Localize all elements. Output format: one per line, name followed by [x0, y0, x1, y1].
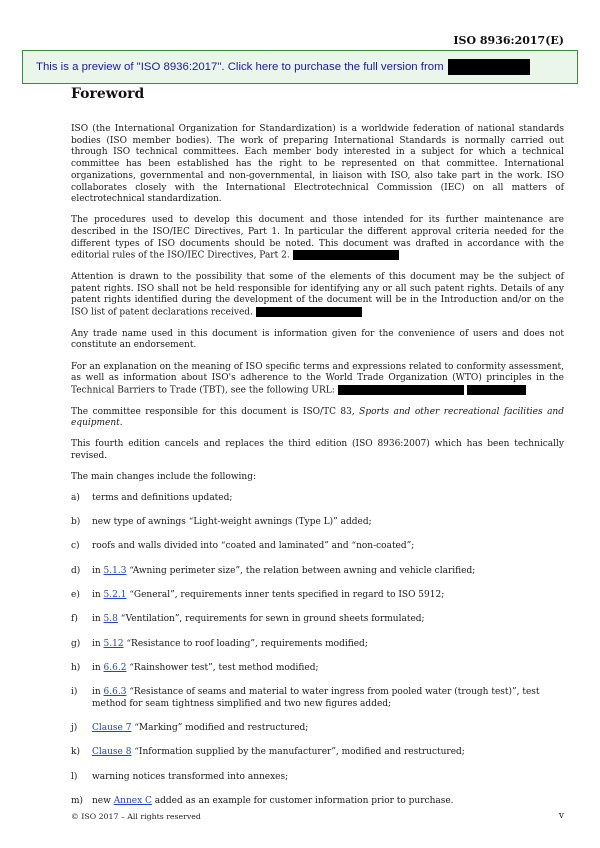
- purchase-preview-banner[interactable]: [22, 50, 578, 84]
- redacted-url-continued: [467, 385, 526, 395]
- list-item-text-continued: “Marking” modified and restructured;: [131, 723, 309, 734]
- paragraph-edition: This fourth edition cancels and replaces the third edition (ISO 8936:2007) which has been technically revised.: [71, 439, 564, 462]
- footer-page-number: v: [558, 811, 564, 821]
- foreword-body: [71, 124, 564, 820]
- cross-reference-link[interactable]: 5.12: [103, 638, 124, 649]
- list-item-marker: h): [71, 662, 81, 673]
- list-item: [71, 772, 564, 784]
- paragraph-trade-names: Any trade name used in this document is information given for the convenience of users and does not constitute an endorsement.: [71, 328, 564, 351]
- section-heading: Foreword: [71, 86, 145, 102]
- cross-reference-link[interactable]: 5.8: [103, 614, 118, 625]
- redacted-url: [338, 385, 464, 395]
- committee-text: The committee responsible for this document is ISO/TC 83,: [71, 406, 355, 417]
- banner-text: This is a preview of "ISO 8936:2017". Click here to purchase the full version from: [36, 61, 444, 73]
- list-item: [71, 517, 564, 529]
- list-item: [71, 493, 564, 505]
- list-item: [71, 639, 564, 651]
- cross-reference-link[interactable]: Clause 8: [92, 747, 132, 758]
- paragraph-patents-text: Attention is drawn to the possibility that some of the elements of this document may be the subject of patent rights. ISO shall not be held responsible for identifying any or all such patent rights. Details of any patent rights identified during the development of the document will be in the Introduction and/or on the ISO list of patent declarations received.: [71, 272, 564, 318]
- list-item-marker: m): [71, 796, 84, 807]
- list-item-marker: c): [71, 541, 80, 552]
- list-item: [71, 614, 564, 626]
- list-item: [71, 663, 564, 675]
- list-item-text: warning notices transformed into annexes;: [92, 771, 289, 782]
- paragraph-iso-intro: ISO (the International Organization for Standardization) is a worldwide federation of national standards bodies (ISO member bodies). The work of preparing International Standards is normally carried out through ISO technical committees. Each member body interested in a subject for which a technical committee has been established has the right to be represented on that committee. International organizations, governmental and non-governmental, in liaison with ISO, also take part in the work. ISO collaborates closely with the International Electrotechnical Commission (IEC) on all matters of electrotechnical standardization.: [71, 124, 564, 205]
- list-item-marker: k): [71, 747, 80, 758]
- list-item: [71, 747, 564, 759]
- changes-list: [71, 493, 564, 808]
- cross-reference-link[interactable]: 5.2.1: [103, 590, 127, 600]
- list-item-text-continued: “Resistance to roof loading”, requirements modified;: [123, 638, 368, 649]
- list-item-marker: b): [71, 517, 81, 528]
- cross-reference-link[interactable]: Clause 7: [92, 723, 132, 734]
- list-item-marker: j): [71, 723, 78, 734]
- redacted-vendor-name: [448, 59, 530, 75]
- paragraph-conformity-text: For an explanation on the meaning of ISO specific terms and expressions related to conformity assessment, as well as information about ISO's adherence to the World Trade Organization (WTO) principles in the Technical Barriers to Trade (TBT), see the following URL:: [71, 361, 564, 396]
- list-item: [71, 796, 564, 808]
- list-item: [71, 687, 564, 710]
- list-item-marker: i): [71, 687, 78, 698]
- cross-reference-link[interactable]: Annex C: [113, 796, 152, 807]
- committee-end: .: [119, 418, 123, 429]
- list-item: [71, 590, 564, 602]
- list-item-text: new type of awnings “Light-weight awnings (Type L)” added;: [92, 517, 372, 528]
- cross-reference-link[interactable]: 5.1.3: [103, 565, 127, 576]
- list-item-text-continued: “Ventilation”, requirements for sewn in ground sheets formulated;: [117, 614, 425, 625]
- list-item-text-continued: added as an example for customer information prior to purchase.: [151, 796, 454, 807]
- redacted-link: [256, 307, 362, 317]
- list-item-marker: a): [71, 492, 80, 503]
- list-item-marker: l): [71, 771, 78, 782]
- list-item-text: in: [92, 565, 104, 576]
- list-item-marker: d): [71, 565, 81, 576]
- paragraph-patents: [71, 272, 564, 319]
- footer-copyright: © ISO 2017 – All rights reserved: [71, 812, 201, 821]
- list-item-text-continued: “Resistance of seams and material to water ingress from pooled water (trough test)”, test method for seam tightness simplified and two new figures added;: [92, 687, 540, 709]
- document-id: ISO 8936:2017(E): [453, 34, 564, 47]
- list-item-text-continued: “Information supplied by the manufacturer”, modified and restructured;: [131, 747, 465, 758]
- list-item: [71, 541, 564, 553]
- paragraph-procedures: [71, 215, 564, 262]
- redacted-link: [293, 250, 399, 260]
- list-item-marker: f): [71, 614, 78, 625]
- list-item-text: terms and definitions updated;: [92, 492, 233, 503]
- list-item-marker: e): [71, 590, 80, 600]
- list-item: [71, 566, 564, 578]
- paragraph-procedures-text: The procedures used to develop this document and those intended for its further maintenance are described in the ISO/IEC Directives, Part 1. In particular the different approval criteria needed for the different types of ISO documents should be noted. This document was drafted in accordance with the editorial rules of the ISO/IEC Directives, Part 2.: [71, 215, 564, 261]
- list-item: [71, 723, 564, 735]
- paragraph-committee: [71, 407, 564, 430]
- list-item-text: in: [92, 614, 104, 625]
- list-item-text-continued: “Awning perimeter size”, the relation between awning and vehicle clarified;: [126, 565, 476, 576]
- paragraph-conformity: [71, 362, 564, 398]
- committee-title: Sports and other recreational facilities and equipment: [71, 406, 564, 429]
- list-item-text: in: [92, 590, 104, 600]
- cross-reference-link[interactable]: 6.6.3: [103, 687, 127, 698]
- list-item-text: in: [92, 662, 104, 673]
- list-item-text: new: [92, 796, 114, 807]
- list-item-text-continued: “General”, requirements inner tents specified in regard to ISO 5912;: [126, 590, 445, 600]
- cross-reference-link[interactable]: 6.6.2: [103, 662, 127, 673]
- list-item-marker: g): [71, 638, 81, 649]
- list-item-text-continued: “Rainshower test”, test method modified;: [126, 662, 319, 673]
- list-item-text: roofs and walls divided into “coated and laminated” and “non-coated”;: [92, 541, 415, 552]
- list-item-text: in: [92, 638, 104, 649]
- list-item-text: in: [92, 687, 104, 698]
- paragraph-main-changes: The main changes include the following:: [71, 472, 257, 483]
